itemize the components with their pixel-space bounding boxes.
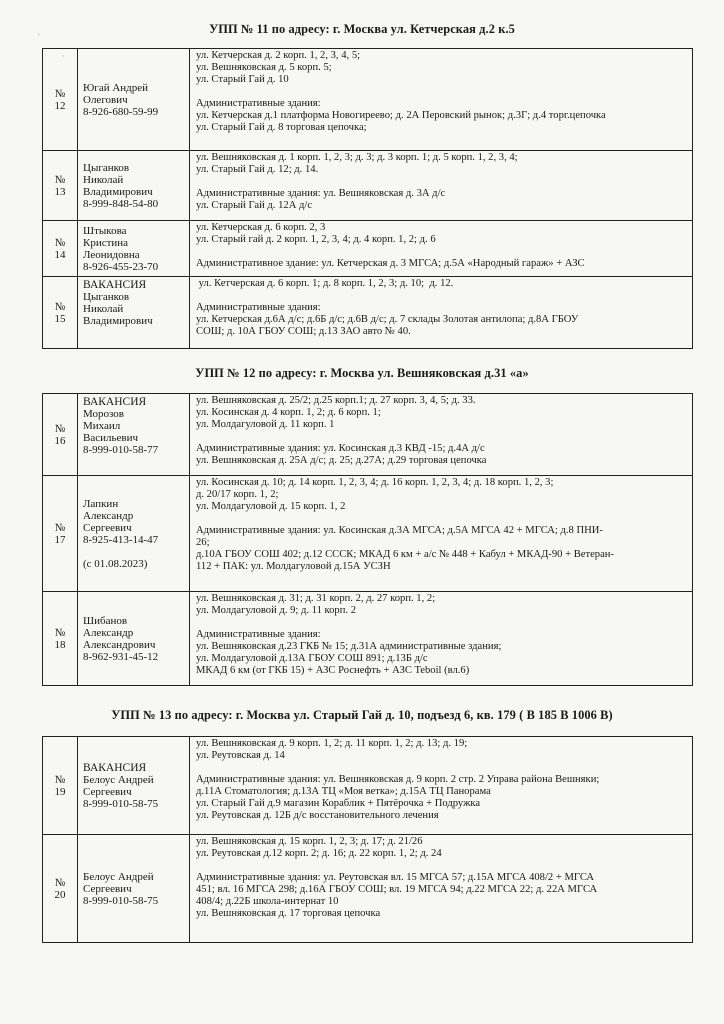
table-row [43, 221, 693, 277]
address-cell: ул. Вешняковская д. 9 корп. 1, 2; д. 11 корп. 1, 2; д. 13; д. 19; ул. Реутовская д. 14 Административные здания: ул. Вешняковская д. 9 корп. 2 стр. 2 Управа района Вешняки; д.11А Стоматология; д.13А ТЦ «Моя ветка»; д.15А ТЦ Панорама ул. Старый Гай д.9 магазин Кораблик + Пятёрочка + Подружка ул. Реутовская д. 12Б д/с восстановительного лечения [190, 737, 693, 835]
assignment-table [42, 736, 693, 943]
scan-speck: ' [38, 32, 40, 42]
officer-cell: ВАКАНСИЯ Морозов Михаил Васильевич 8-999-010-58-77 [78, 394, 190, 476]
section-heading: УПП № 13 по адресу: г. Москва ул. Старый Гай д. 10, подъезд 6, кв. 179 ( В 185 В 1006 В) [111, 708, 613, 722]
row-number-cell: № 13 [43, 151, 78, 221]
row-number-cell: № 20 [43, 835, 78, 943]
row-number-cell: № 16 [43, 394, 78, 476]
officer-cell: ВАКАНСИЯ Цыганков Николай Владимирович [78, 277, 190, 349]
section-heading: УПП № 12 по адресу: г. Москва ул. Вешняковская д.31 «а» [195, 366, 529, 380]
address-cell: ул. Вешняковская д. 25/2; д.25 корп.1; д. 27 корп. 3, 4, 5; д. 33. ул. Косинская д. 4 корп. 1, 2; д. 6 корп. 1; ул. Молдагуловой д. 11 корп. 1 Административные здания: ул. Косинская д.3 КВД -15; д.4А д/с ул. Вешняковская д. 25А д/с; д. 25; д.27А; д.29 торговая цепочка [190, 394, 693, 476]
row-number-cell: № 14 [43, 221, 78, 277]
section-heading: УПП № 11 по адресу: г. Москва ул. Кетчерская д.2 к.5 [209, 22, 515, 36]
table-row [43, 592, 693, 686]
table-row [43, 277, 693, 349]
table-row [43, 394, 693, 476]
address-cell: ул. Кетчерская д. 6 корп. 1; д. 8 корп. 1, 2, 3; д. 10; д. 12. Административные здания: ул. Кетчерская д.6А д/с; д.6Б д/с; д.6В д/с; д. 7 склады Золотая антилопа; д.8А ГБОУ СОШ; д. 10А ГБОУ СОШ; д.13 ЗАО авто № 40. [190, 277, 693, 349]
officer-cell: Белоус Андрей Сергеевич 8-999-010-58-75 [78, 835, 190, 943]
officer-cell: ВАКАНСИЯ Белоус Андрей Сергеевич 8-999-010-58-75 [78, 737, 190, 835]
row-number-cell: № 19 [43, 737, 78, 835]
address-cell: ул. Кетчерская д. 2 корп. 1, 2, 3, 4, 5; ул. Вешняковская д. 5 корп. 5; ул. Старый Гай д. 10 Административные здания: ул. Кетчерская д.1 платформа Новогиреево; д. 2А Перовский рынок; д.3Г; д.4 торг.цепочка ул. Старый Гай д. 8 торговая цепочка; [190, 49, 693, 151]
table-row [43, 49, 693, 151]
vacancy-label: ВАКАНСИЯ [83, 761, 147, 774]
table-row [43, 151, 693, 221]
officer-cell: Югай Андрей Олегович 8-926-680-59-99 [78, 49, 190, 151]
address-cell: ул. Вешняковская д. 15 корп. 1, 2, 3; д. 17; д. 21/26 ул. Реутовская д.12 корп. 2; д. 16; д. 22 корп. 1, 2; д. 24 Административные здания: ул. Реутовская вл. 15 МГСА 57; д.15А МГСА 408/2 + МГСА 451; вл. 16 МГСА 298; д.16А ГБОУ СОШ; вл. 19 МГСА 94; д.22 МГСА 22; д. 22А МГСА 408/4; д.22Б школа-интернат 10 ул. Вешняковская д. 17 торговая цепочка [190, 835, 693, 943]
address-cell: ул. Вешняковская д. 1 корп. 1, 2, 3; д. 3; д. 3 корп. 1; д. 5 корп. 1, 2, 3, 4; ул. Старый Гай д. 12; д. 14. Административные здания: ул. Вешняковская д. 3А д/с ул. Старый Гай д. 12А д/с [190, 151, 693, 221]
row-number-cell: № 18 [43, 592, 78, 686]
table-row [43, 835, 693, 943]
officer-cell: Цыганков Николай Владимирович 8-999-848-54-80 [78, 151, 190, 221]
address-cell: ул. Вешняковская д. 31; д. 31 корп. 2, д. 27 корп. 1, 2; ул. Молдагуловой д. 9; д. 11 корп. 2 Административные здания: ул. Вешняковская д.23 ГКБ № 15; д.31А административные здания; ул. Молдагуловой д.13А ГБОУ СОШ 891; д.13Б д/с МКАД 6 км (от ГКБ 15) + АЗС Роснефть + АЗС Teboil (вл.6) [190, 592, 693, 686]
scan-speck: · [62, 51, 65, 61]
officer-cell: Шибанов Александр Александрович 8-962-931-45-12 [78, 592, 190, 686]
row-number-cell: № 17 [43, 476, 78, 592]
row-number-cell: № 12 [43, 49, 78, 151]
assignment-table [42, 393, 693, 686]
officer-cell: Лапкин Александр Сергеевич 8-925-413-14-47 (с 01.08.2023) [78, 476, 190, 592]
assignment-table [42, 48, 693, 349]
table-row [43, 476, 693, 592]
vacancy-label: ВАКАНСИЯ [83, 396, 147, 408]
address-cell: ул. Косинская д. 10; д. 14 корп. 1, 2, 3, 4; д. 16 корп. 1, 2, 3, 4; д. 18 корп. 1, 2, 3; д. 20/17 корп. 1, 2; ул. Молдагуловой д. 15 корп. 1, 2 Административные здания: ул. Косинская д.3А МГСА; д.5А МГСА 42 + МГСА; д.8 ПНИ- 26; д.10А ГБОУ СОШ 402; д.12 СССК; МКАД 6 км + а/с № 448 + Кабул + МКАД-90 + Ветеран- 112 + ПАК: ул. Молдагуловой д.15А УСЗН [190, 476, 693, 592]
address-cell: ул. Кетчерская д. 6 корп. 2, 3 ул. Старый гай д. 2 корп. 1, 2, 3, 4; д. 4 корп. 1, 2; д. 6 Административное здание: ул. Кетчерская д. 3 МГСА; д.5А «Народный гараж» + АЗС [190, 221, 693, 277]
row-number-cell: № 15 [43, 277, 78, 349]
officer-cell: Штыкова Кристина Леонидовна 8-926-455-23-70 [78, 221, 190, 277]
vacancy-label: ВАКАНСИЯ [83, 279, 147, 291]
table-row [43, 737, 693, 835]
